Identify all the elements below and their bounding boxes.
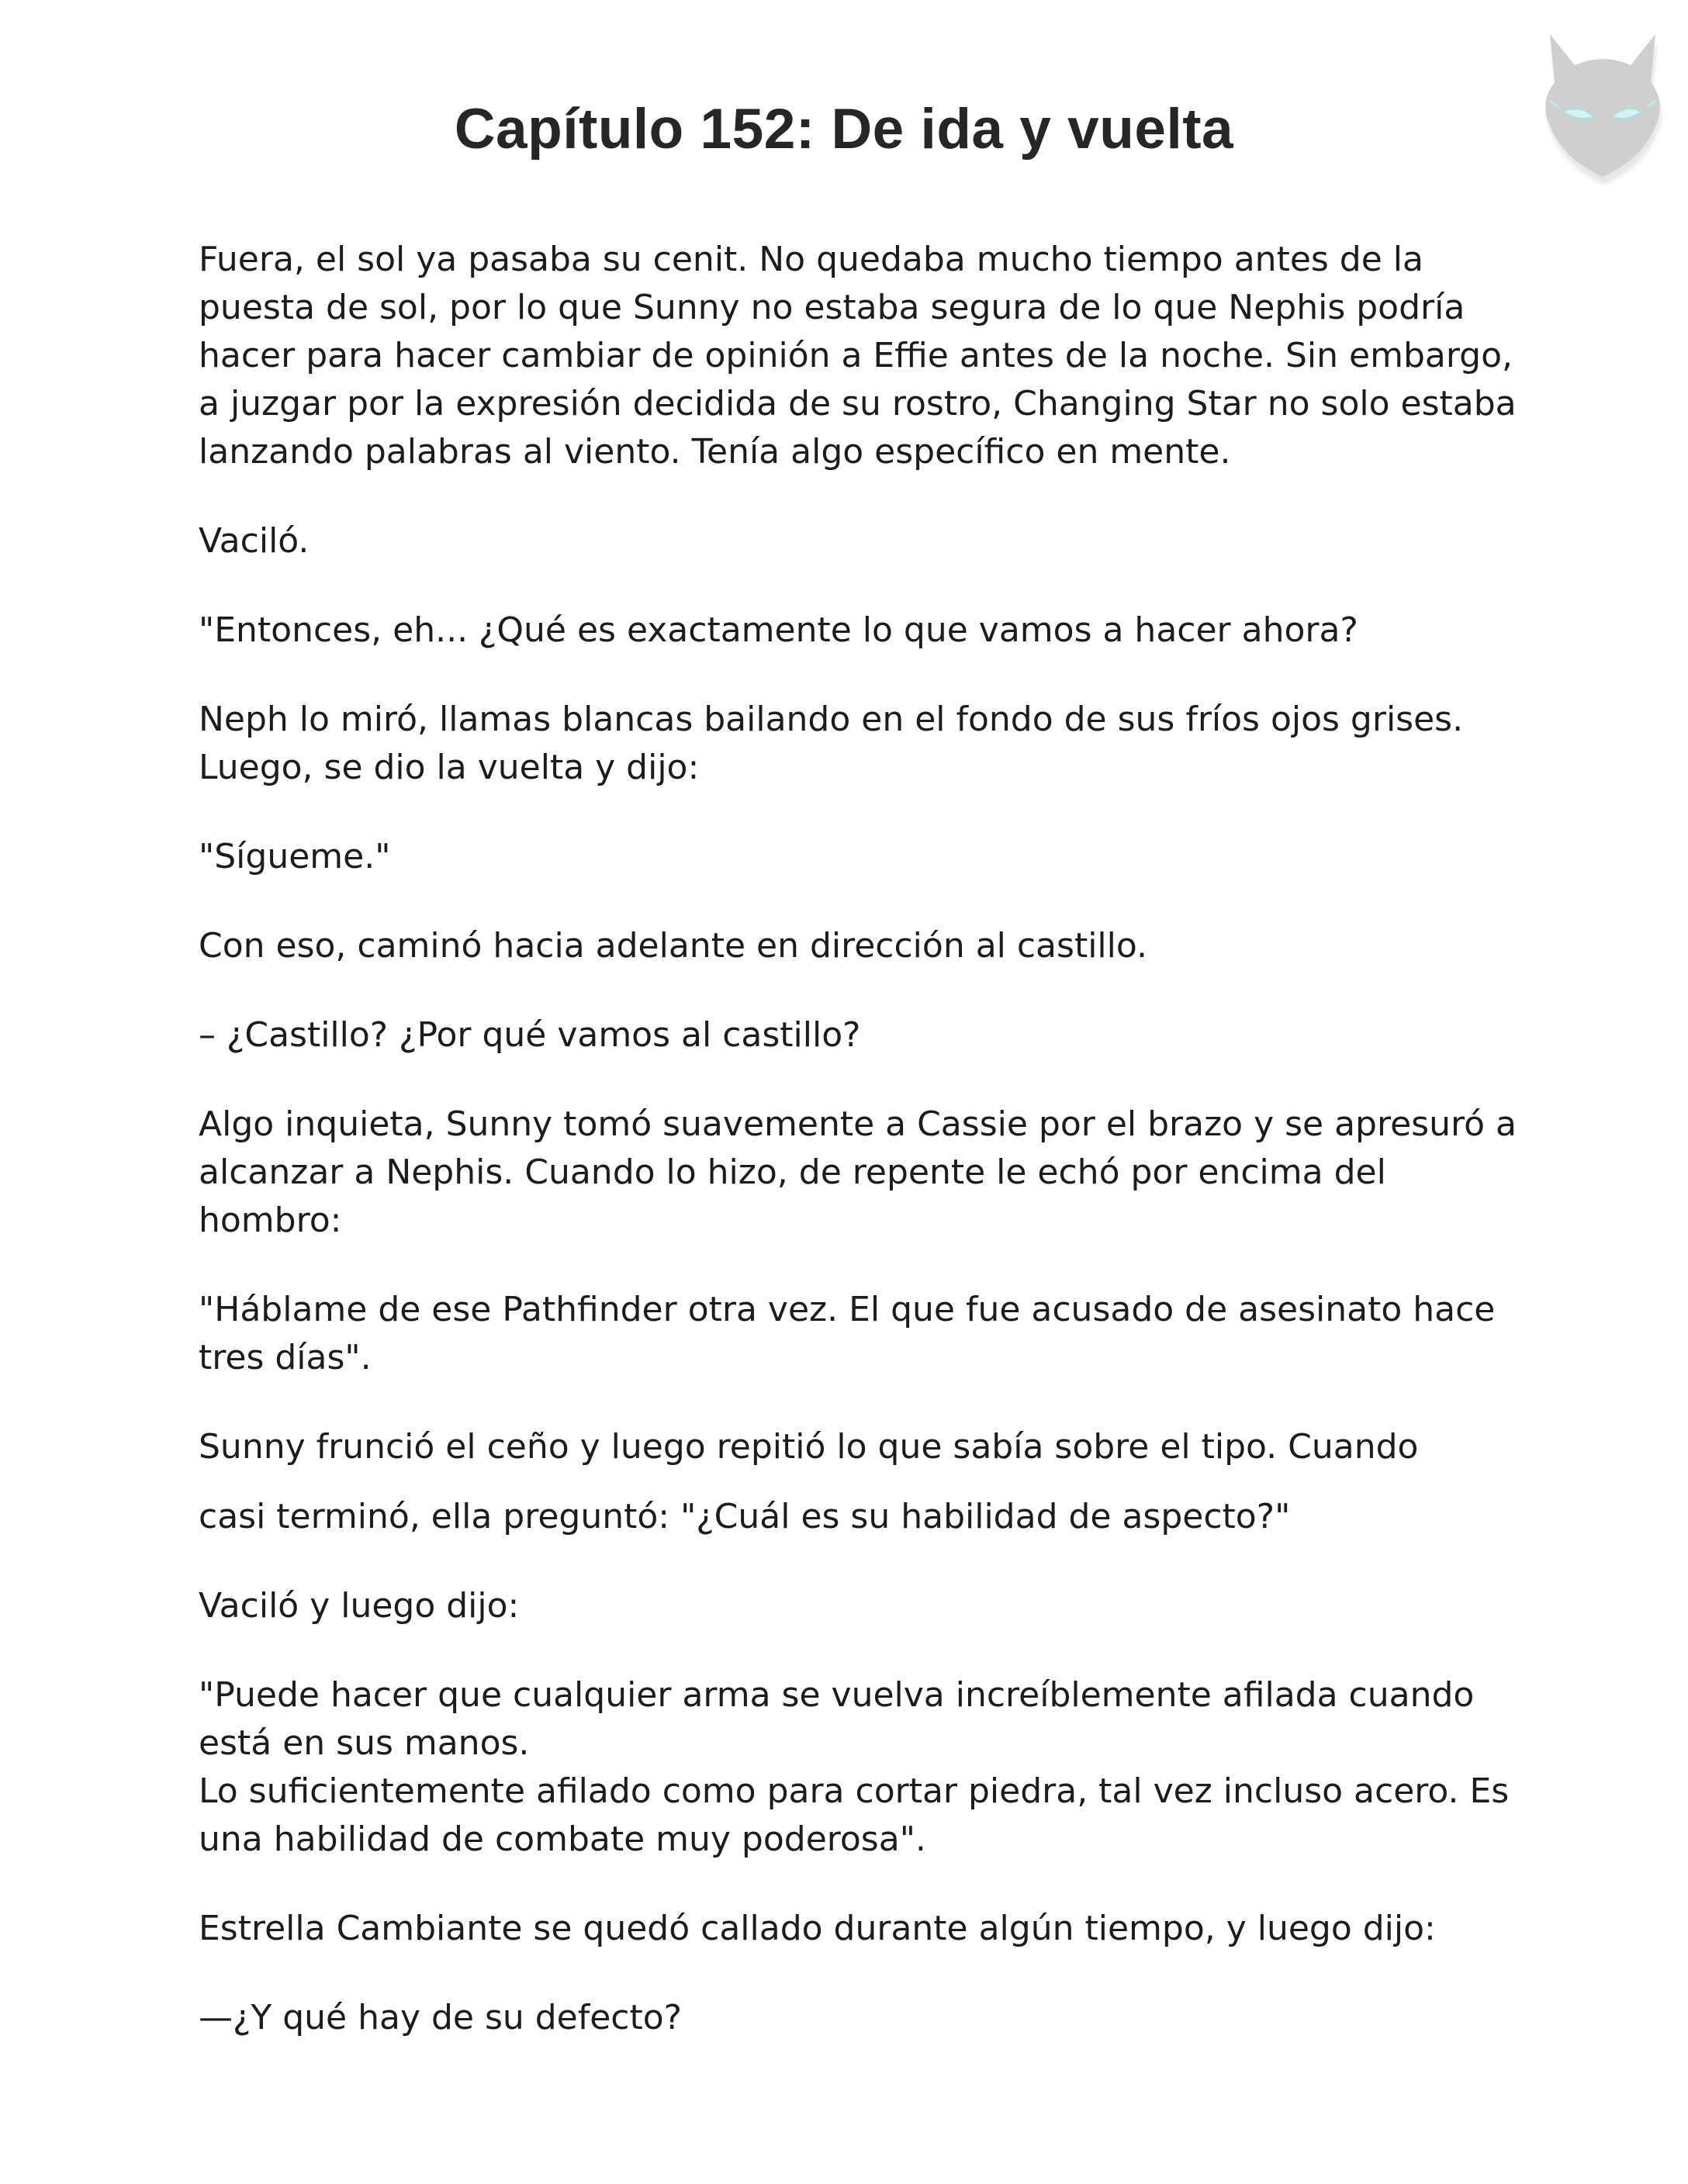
text-line: Algo inquieta, Sunny tomó suavemente a Cassie por el brazo y se apresuró a bbox=[199, 1104, 1517, 1144]
text-line: Luego, se dio la vuelta y dijo: bbox=[199, 748, 700, 787]
text-line: tres días". bbox=[199, 1338, 372, 1377]
paragraph bbox=[199, 236, 1517, 476]
text-line: casi terminó, ella preguntó: "¿Cuál es su habilidad de aspecto?" bbox=[199, 1497, 1291, 1536]
text-line: – ¿Castillo? ¿Por qué vamos al castillo? bbox=[199, 1015, 861, 1055]
text-line: alcanzar a Nephis. Cuando lo hizo, de repente le echó por encima del bbox=[199, 1152, 1386, 1192]
logo bbox=[1527, 14, 1679, 191]
page-title: Capítulo 152: De ida y vuelta bbox=[454, 97, 1234, 161]
paragraph bbox=[199, 1423, 1502, 1541]
text-line: una habilidad de combate muy poderosa". bbox=[199, 1819, 926, 1859]
demon-head-icon bbox=[1527, 14, 1679, 191]
paragraph bbox=[199, 922, 1502, 970]
text-line: hombro: bbox=[199, 1201, 342, 1240]
paragraph bbox=[199, 1286, 1502, 1382]
chapter-body bbox=[199, 236, 1517, 2042]
paragraph bbox=[199, 833, 1502, 881]
text-line: "Sígueme." bbox=[199, 837, 391, 876]
text-line: "Entonces, eh... ¿Qué es exactamente lo que vamos a hacer ahora? bbox=[199, 610, 1358, 650]
text-line: "Háblame de ese Pathfinder otra vez. El que fue acusado de asesinato hace bbox=[199, 1290, 1496, 1329]
text-line: "Puede hacer que cualquier arma se vuelva increíblemente afilada cuando bbox=[199, 1675, 1475, 1715]
text-line: puesta de sol, por lo que Sunny no estaba segura de lo que Nephis podría bbox=[199, 288, 1465, 327]
text-line: está en sus manos. bbox=[199, 1723, 530, 1763]
text-line: —¿Y qué hay de su defecto? bbox=[199, 1998, 683, 2037]
text-line: Estrella Cambiante se quedó callado durante algún tiempo, y luego dijo: bbox=[199, 1909, 1436, 1948]
paragraph bbox=[199, 1011, 1502, 1059]
paragraph bbox=[199, 1905, 1502, 1953]
text-line: a juzgar por la expresión decidida de su rostro, Changing Star no solo estaba bbox=[199, 384, 1517, 423]
text-line: Vaciló. bbox=[199, 521, 310, 561]
text-line: Lo suficientemente afilado como para cortar piedra, tal vez incluso acero. Es bbox=[199, 1771, 1510, 1811]
paragraph bbox=[199, 696, 1502, 792]
text-line: Sunny frunció el ceño y luego repitió lo que sabía sobre el tipo. Cuando bbox=[199, 1427, 1419, 1467]
paragraph bbox=[199, 606, 1502, 655]
text-line: hacer para hacer cambiar de opinión a Effie antes de la noche. Sin embargo, bbox=[199, 336, 1513, 375]
text-line: Fuera, el sol ya pasaba su cenit. No quedaba mucho tiempo antes de la bbox=[199, 240, 1423, 279]
text-line: Vaciló y luego dijo: bbox=[199, 1586, 520, 1626]
text-line: Con eso, caminó hacia adelante en dirección al castillo. bbox=[199, 926, 1147, 966]
paragraph bbox=[199, 1101, 1517, 1245]
paragraph bbox=[199, 1671, 1510, 1864]
paragraph bbox=[199, 517, 1502, 565]
text-line: lanzando palabras al viento. Tenía algo específico en mente. bbox=[199, 432, 1231, 472]
paragraph bbox=[199, 1994, 1502, 2042]
paragraph bbox=[199, 1582, 1502, 1630]
text-line: Neph lo miró, llamas blancas bailando en el fondo de sus fríos ojos grises. bbox=[199, 700, 1464, 739]
